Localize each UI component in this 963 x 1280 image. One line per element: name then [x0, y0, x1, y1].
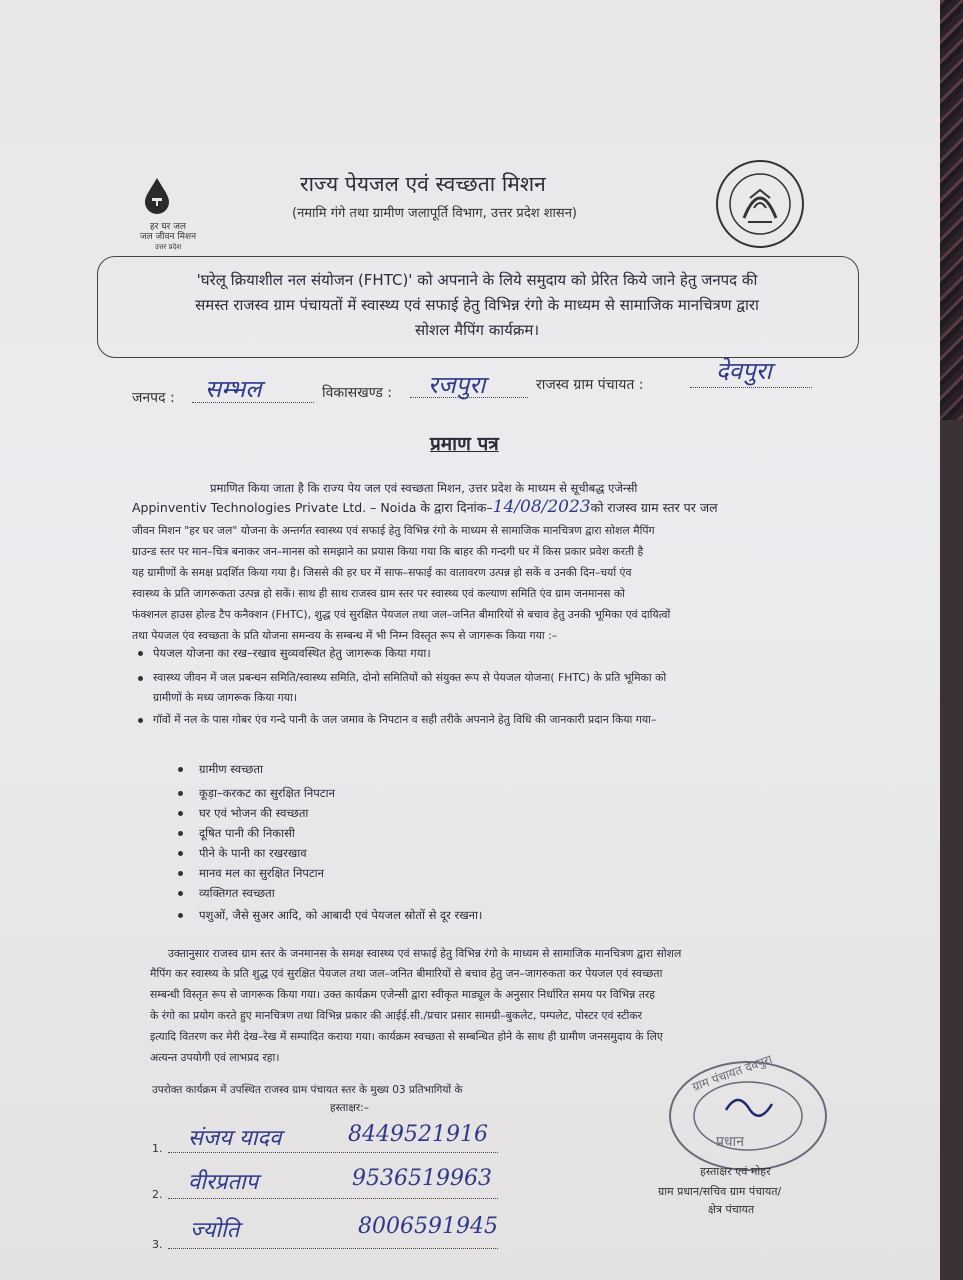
bullet-dot-icon — [138, 718, 143, 723]
list-item — [178, 886, 275, 901]
list-item-text: व्यक्तिगत स्वच्छता — [199, 886, 275, 900]
list-item-text: पशुओं, जैसे सुअर आदि, को आबादी एवं पेयजल स्रोतों से दूर रखना। — [199, 908, 483, 922]
village-underline — [690, 387, 812, 388]
bullet-dot-icon — [138, 651, 143, 656]
list-item-text: मानव मल का सुरक्षित निपटान — [199, 866, 325, 880]
bullet-3 — [138, 712, 656, 727]
participant-phone: 8006591945 — [358, 1214, 498, 1239]
participant-underline — [168, 1198, 498, 1199]
up-government-seal-icon — [714, 158, 806, 250]
participant-underline — [168, 1248, 498, 1249]
para3-line-1: उपरोक्त कार्यक्रम में उपस्थित राजस्व ग्राम पंचायत स्तर के मुख्य 03 प्रतिभागियों के — [152, 1084, 463, 1096]
logo-text-jal-jeevan: जल जीवन मिशन — [139, 232, 197, 242]
block-value: रजपुरा — [428, 371, 486, 399]
para1-line-7: फंक्शनल हाउस होल्ड टैप कनैक्शन (FHTC), शुद्ध एवं सुरक्षित पेयजल तथा जल–जनित बीमारियों से बचाव हेतु उनकी भूमिका एवं दायित्वों — [132, 608, 671, 621]
stamp-center-text: प्रधान — [716, 1134, 744, 1150]
block-label: विकासखण्ड : — [322, 385, 393, 401]
program-title-text — [112, 268, 842, 343]
list-item — [178, 846, 307, 861]
para2-line-2: मैपिंग कर स्वास्थ्य के प्रति शुद्ध एवं सुरक्षित पेयजल तथा जल–जनित बीमारियों से बचाव हेतु जन–जागरुकता कर पेयजल एवं स्वच्छता — [150, 967, 663, 980]
participant-name: संजय यादव — [188, 1126, 282, 1151]
participant-name: वीरप्रताप — [188, 1170, 259, 1195]
para1-line-2 — [132, 497, 872, 518]
bullet-1 — [138, 646, 431, 661]
bullet-dot-icon — [138, 676, 143, 681]
participant-phone: 8449521916 — [348, 1122, 488, 1147]
participant-phone: 9536519963 — [352, 1166, 492, 1191]
list-item — [178, 826, 295, 841]
logo-left-text — [128, 222, 208, 252]
participant-number: 2. — [152, 1188, 163, 1201]
bullet-dot-icon — [178, 913, 183, 918]
para2-line-3: सम्बन्धी विस्तृत रूप से जागरूक किया गया। उक्त कार्यक्रम एजेन्सी द्वारा स्वीकृत माड्यूल के अनुसार निर्धारित समय पर विभिन्न तरह — [150, 988, 656, 1001]
para3-line-2: हस्ताक्षर:– — [330, 1102, 369, 1114]
bullet-dot-icon — [178, 851, 183, 856]
list-item — [178, 762, 263, 777]
water-drop-logo-icon — [142, 176, 172, 214]
program-date: 14/08/2023 — [492, 497, 591, 517]
bullet-2 — [138, 670, 666, 685]
bullet-dot-icon — [178, 871, 183, 876]
bullet-dot-icon — [178, 831, 183, 836]
participant-underline — [168, 1152, 498, 1153]
para1-line-3: जीवन मिशन "हर घर जल" योजना के अन्तर्गत स्वास्थ्य एवं सफाई हेतु विभिन्न रंगो के माध्यम से सामाजिक मानचित्रण द्वारा सोशल मैपिंग — [132, 524, 655, 537]
participant-name: ज्योति — [190, 1218, 240, 1243]
para2-line-4: के रंगो का प्रयोग करते हुए मानचित्रण तथा विभिन्न प्रकार की आईई.सी./प्रचार प्रसार सामग्री–बुकलेट, पम्पलेट, पोस्टर एवं स्टीकर — [150, 1009, 643, 1022]
bullet-dot-icon — [178, 767, 183, 772]
participant-number: 1. — [152, 1142, 163, 1155]
district-underline — [192, 402, 314, 403]
district-value: सम्भल — [205, 375, 262, 403]
village-value: देवपुरा — [716, 357, 772, 385]
bullet-dot-icon — [178, 791, 183, 796]
stamp-ring-text: ग्राम पंचायत देवपुरा — [690, 1052, 774, 1094]
list-item-text: दूषित पानी की निकासी — [199, 826, 295, 840]
bullet-2-line-2: ग्रामीणों के मध्य जागरूक किया गया। — [153, 691, 297, 704]
district-label: जनपद : — [132, 390, 175, 406]
list-item — [178, 786, 335, 801]
program-title-line-1: 'घरेलू क्रियाशील नल संयोजन (FHTC)' को अपनाने के लिये समुदाय को प्रेरित किये जाने हेतु जनपद की — [196, 271, 758, 289]
signature-label: हस्ताक्षर एवं मोहर — [700, 1165, 771, 1178]
bullet-dot-icon — [178, 811, 183, 816]
signatory-role-line-1: ग्राम प्रधान/सचिव ग्राम पंचायत/ — [658, 1185, 782, 1198]
para1-line-1: प्रमाणित किया जाता है कि राज्य पेय जल एवं स्वच्छता मिशन, उत्तर प्रदेश के माध्यम से सूचीबद्ध एजेन्सी — [210, 481, 638, 495]
list-item-text: कूड़ा–करकट का सुरक्षित निपटान — [199, 786, 335, 800]
logo-text-har-ghar-jal: हर घर जल — [150, 222, 186, 232]
para1-line-8: तथा पेयजल एंव स्वच्छता के प्रति योजना समन्वय के सम्बन्ध में भी निम्न विस्तृत रूप से जागरूक किया गया :– — [132, 629, 558, 642]
para1-line-2-end: को राजस्व ग्राम स्तर पर जल — [590, 500, 718, 515]
para1-line-5: यह ग्रामीणों के समक्ष प्रदर्शित किया गया है। जिससे की हर घर में साफ–सफाई का वातावरण उत्पन्न हो सकें व उनकी दिन–चर्या एंव — [132, 566, 632, 579]
certificate-heading: प्रमाण पत्र — [430, 433, 499, 455]
para2-line-6: अत्यन्त उपयोगी एवं लाभप्रद रहा। — [150, 1051, 280, 1064]
village-label: राजस्व ग्राम पंचायत : — [536, 377, 644, 393]
para1-line-6: स्वास्थ्य के प्रति जागरूकता उत्पन्न हो सकें। साथ ही साथ राजस्व ग्राम स्तर पर स्वास्थ्य एवं कल्याण समिति एंव ग्राम जनमानस को — [132, 587, 625, 600]
para1-line-4: ग्राउन्ड स्तर पर मान–चित्र बनाकर जन–मानस को समझाने का प्रयास किया गया कि बाहर की गन्दगी घर में किस प्रकार प्रवेश करती है — [132, 545, 644, 558]
logo-text-state: उत्तर प्रदेश — [154, 243, 182, 251]
list-item — [178, 866, 324, 881]
program-title-line-3: सोशल मैपिंग कार्यक्रम। — [414, 321, 540, 339]
agency-text: Appinventiv Technologies Private Ltd. – Noida के द्वारा दिनांक– — [132, 500, 493, 515]
list-item — [178, 908, 482, 923]
signatory-role-line-2: क्षेत्र पंचायत — [708, 1203, 755, 1216]
participant-number: 3. — [152, 1238, 163, 1251]
bullet-1-text: पेयजल योजना का रख–रखाव सुव्यवस्थित हेतु जागरूक किया गया। — [153, 646, 431, 660]
bullet-3-text: गॉवों में नल के पास गोबर एंव गन्दे पानी के जल जमाव के निपटान व सही तरीके अपनाने हेतु विधि की जानकारी प्रदान किया गया– — [153, 713, 657, 726]
para2-line-5: इत्यादि वितरण कर मेरी देख–रेख में सम्पादित कराया गया। कार्यक्रम स्वच्छता से सम्बन्धित होने के साथ ही ग्रामीण जनसमुदाय के लिए — [150, 1030, 663, 1043]
program-title-line-2: समस्त राजस्व ग्राम पंचायतों में स्वास्थ्य एवं सफाई हेतु विभिन्न रंगो के माध्यम से सामाजिक मानचित्रण द्वारा — [195, 296, 759, 314]
page-subtitle: (नमामि गंगे तथा ग्रामीण जलापूर्ति विभाग, उत्तर प्रदेश शासन) — [292, 206, 577, 221]
bullet-2-text: स्वास्थ्य जीवन में जल प्रबन्धन समिति/स्वास्थ्य समिति, दोनो समितियों को संयुक्त रूप से पेयजल योजना( FHTC) के प्रति भूमिका को — [153, 671, 667, 684]
list-item-text: पीने के पानी का रखरखाव — [199, 846, 307, 860]
list-item-text: घर एवं भोजन की स्वच्छता — [199, 806, 309, 820]
para2-line-1: उक्तानुसार राजस्व ग्राम स्तर के जनमानस के समक्ष स्वास्थ्य एवं सफाई हेतु विभिन्न रंगो के माध्यम से सामाजिक मानचित्रण द्वारा सोशल — [168, 947, 682, 960]
block-underline — [410, 397, 528, 398]
page-title: राज्य पेयजल एवं स्वच्छता मिशन — [300, 172, 546, 196]
list-item — [178, 806, 308, 821]
bullet-dot-icon — [178, 891, 183, 896]
list-item-text: ग्रामीण स्वच्छता — [199, 762, 263, 776]
